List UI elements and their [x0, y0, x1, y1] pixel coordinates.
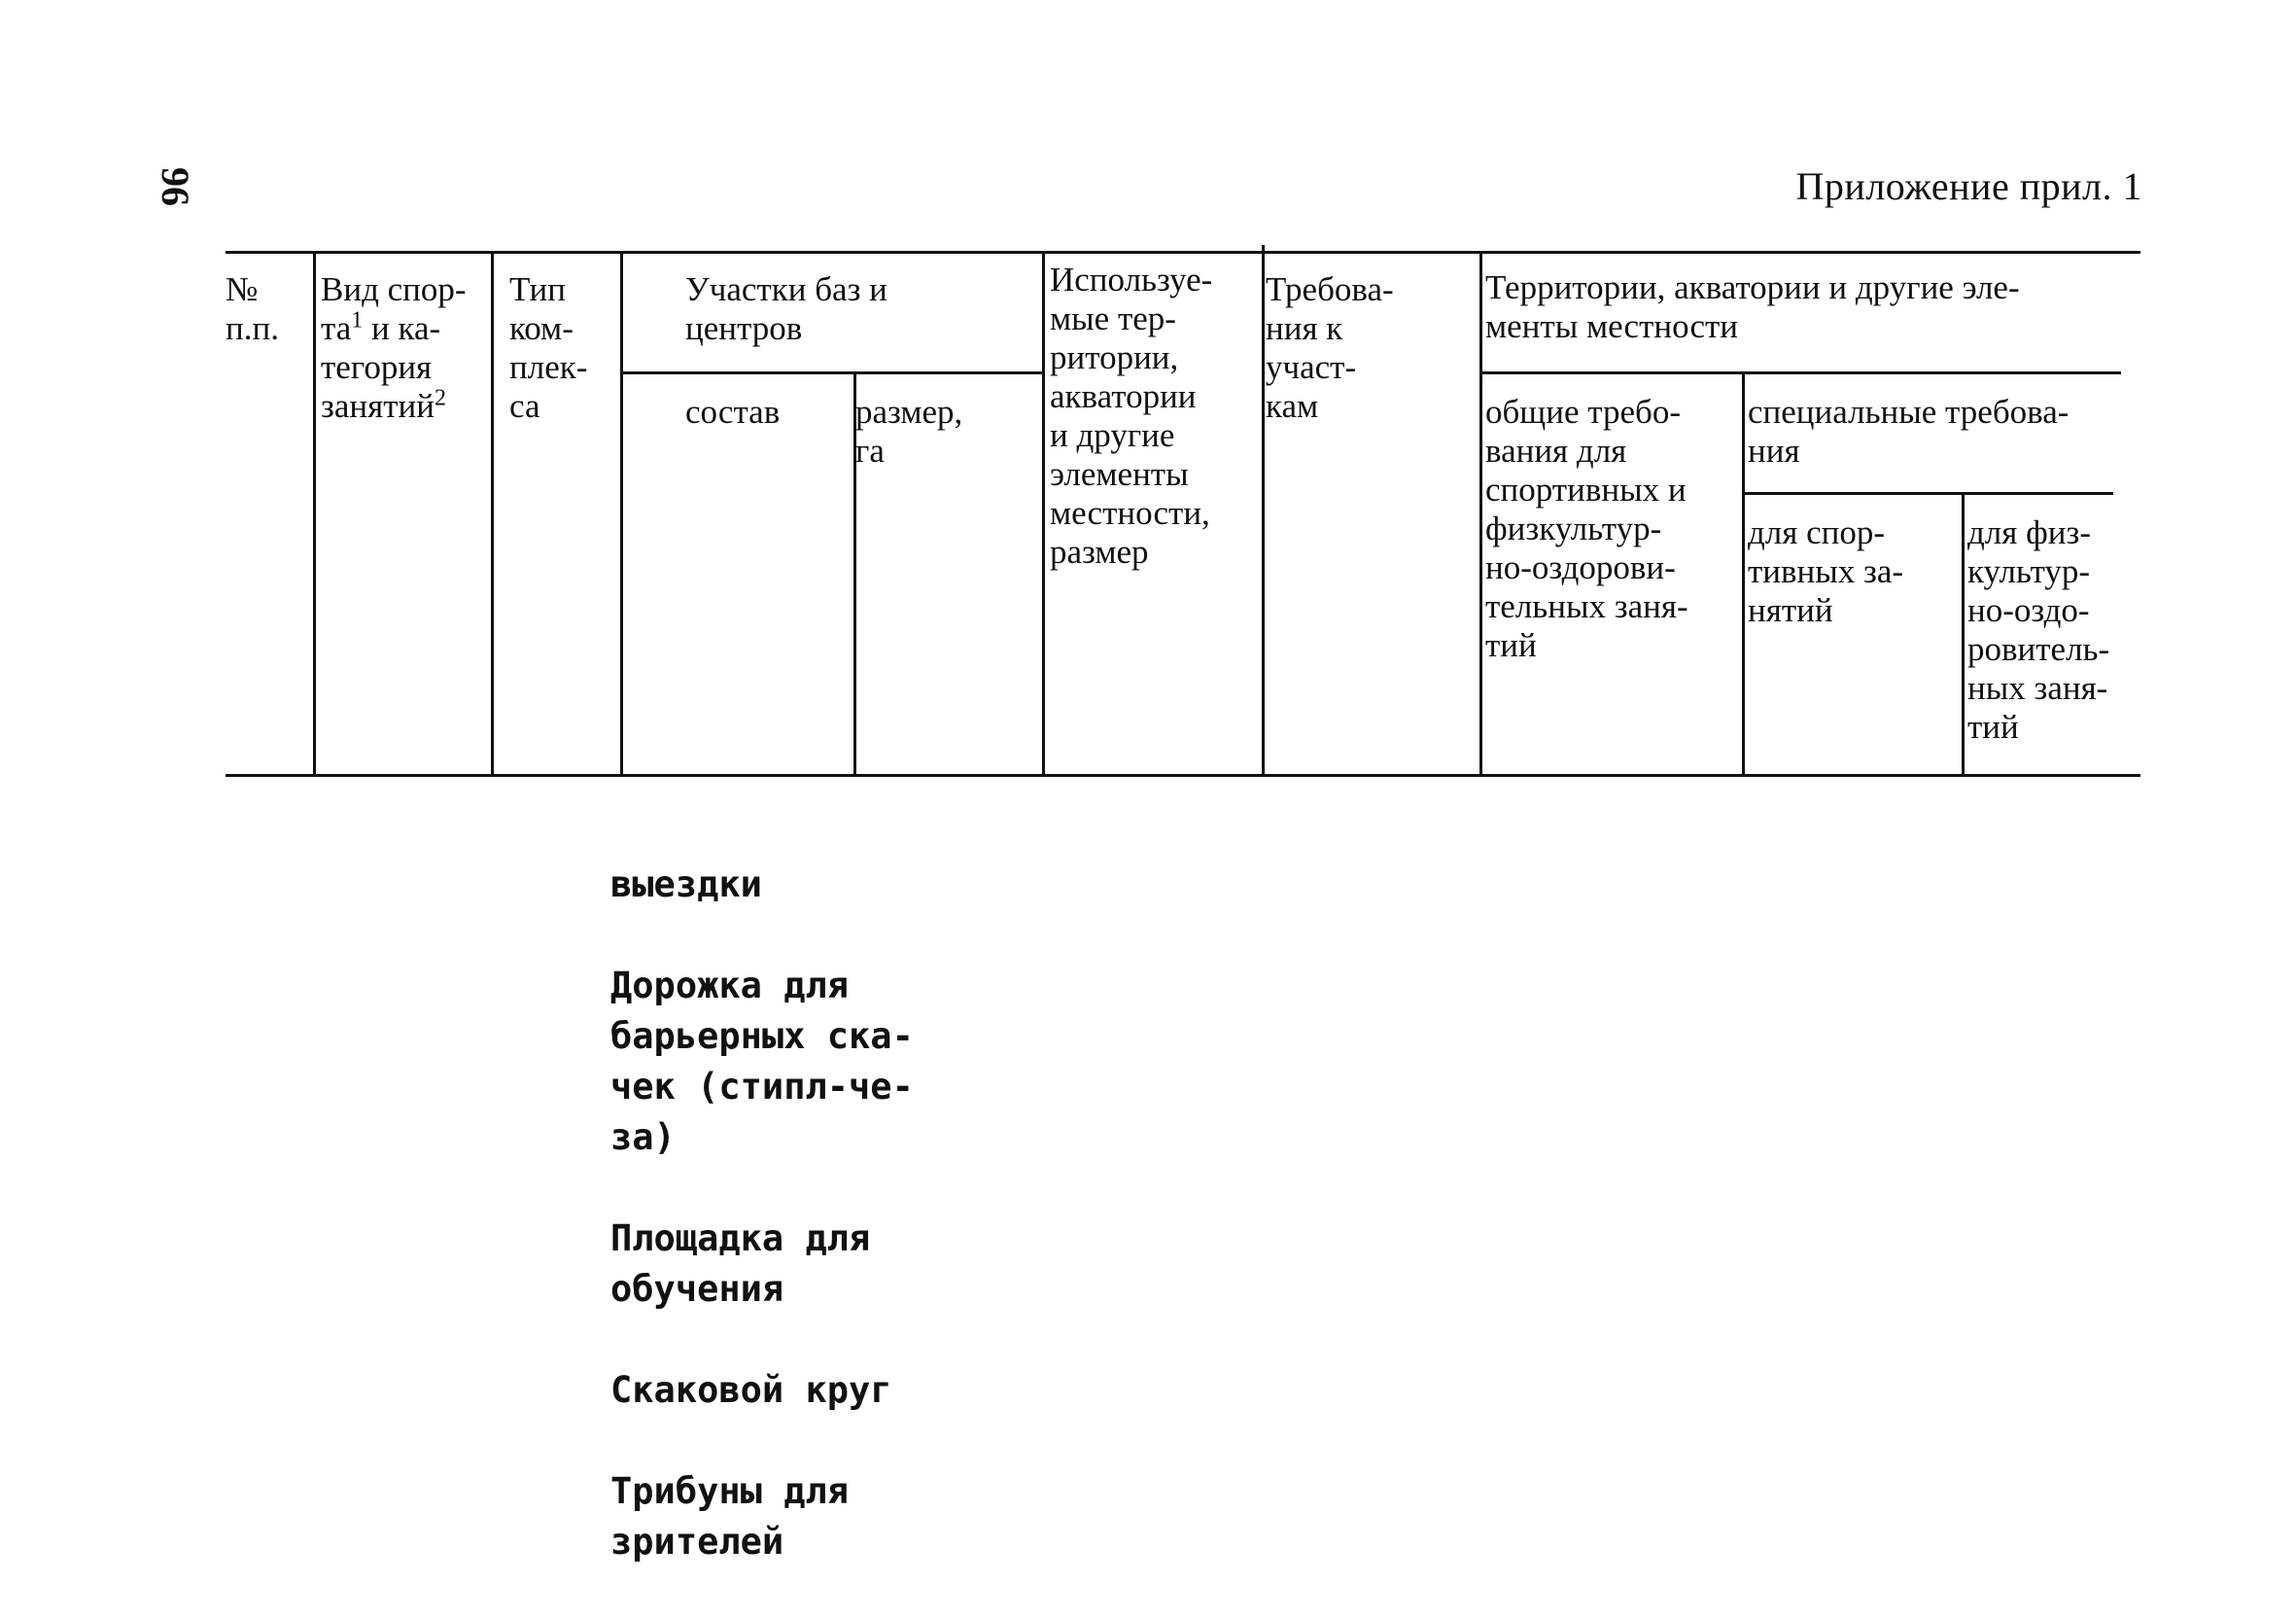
- header-plot-requirements: Требова- ния к участ- кам: [1266, 270, 1394, 425]
- entry-training-ground: Площадка для обучения: [610, 1217, 871, 1310]
- header-sport: [321, 270, 467, 426]
- table-top-rule: [226, 251, 2140, 254]
- header-plots-composition: состав: [685, 393, 781, 431]
- plots-subheader-rule: [622, 371, 1042, 374]
- header-special-requirements: специальные требова- ния: [1748, 393, 2070, 470]
- header-plots-size: размер, га: [855, 393, 963, 470]
- header-territories-group: Территории, акватории и другие эле- менты местности: [1485, 268, 2020, 345]
- col-divider-1: [313, 251, 316, 776]
- header-sport-a: Вид спор- та: [321, 270, 467, 347]
- col-divider-3: [620, 251, 623, 776]
- header-for-sports: для спор- тивных за- нятий: [1748, 513, 1904, 629]
- entry-racing-circle: Скаковой круг: [610, 1369, 892, 1411]
- header-general-requirements: общие требо- вания для спортивных и физкультур- но-оздорови- тельных заня- тий: [1485, 393, 1688, 664]
- col-divider-2: [491, 251, 494, 776]
- entry-steeplechase-track: Дорожка для барьерных ска- чек (стипл-че- за): [610, 965, 914, 1158]
- body-text: [610, 809, 914, 1618]
- special-subheader-rule: [1744, 492, 2113, 495]
- header-for-fitness: для физ- культур- но-оздо- ровитель- ных заня- тий: [1967, 513, 2110, 746]
- appendix-label: Приложение прил. 1: [1795, 164, 2142, 208]
- footnote-mark-2: 2: [434, 385, 446, 411]
- table-bottom-rule: [226, 774, 2140, 777]
- entry-dressage-continued: выездки: [610, 863, 762, 905]
- page-number: 96: [154, 167, 197, 206]
- territories-subheader-rule: [1479, 371, 2121, 374]
- header-complex-type: Тип ком- плек- са: [509, 270, 588, 425]
- col-divider-7: [1479, 251, 1482, 776]
- col-divider-9: [1962, 492, 1965, 776]
- col-divider-8: [1742, 371, 1745, 776]
- entry-spectator-stands: Трибуны для зрителей: [610, 1470, 850, 1563]
- header-sport-b: и ка- тегория занятий: [321, 309, 441, 425]
- footnote-mark-1: 1: [351, 307, 364, 334]
- header-plots-group: Участки баз и центров: [685, 270, 887, 347]
- header-num: № п.п.: [226, 270, 279, 347]
- col-divider-6: [1262, 245, 1265, 776]
- header-used-territories: Используе- мые тер- ритории, акватории и другие элементы местности, размер: [1050, 261, 1213, 571]
- col-divider-5: [1042, 251, 1045, 776]
